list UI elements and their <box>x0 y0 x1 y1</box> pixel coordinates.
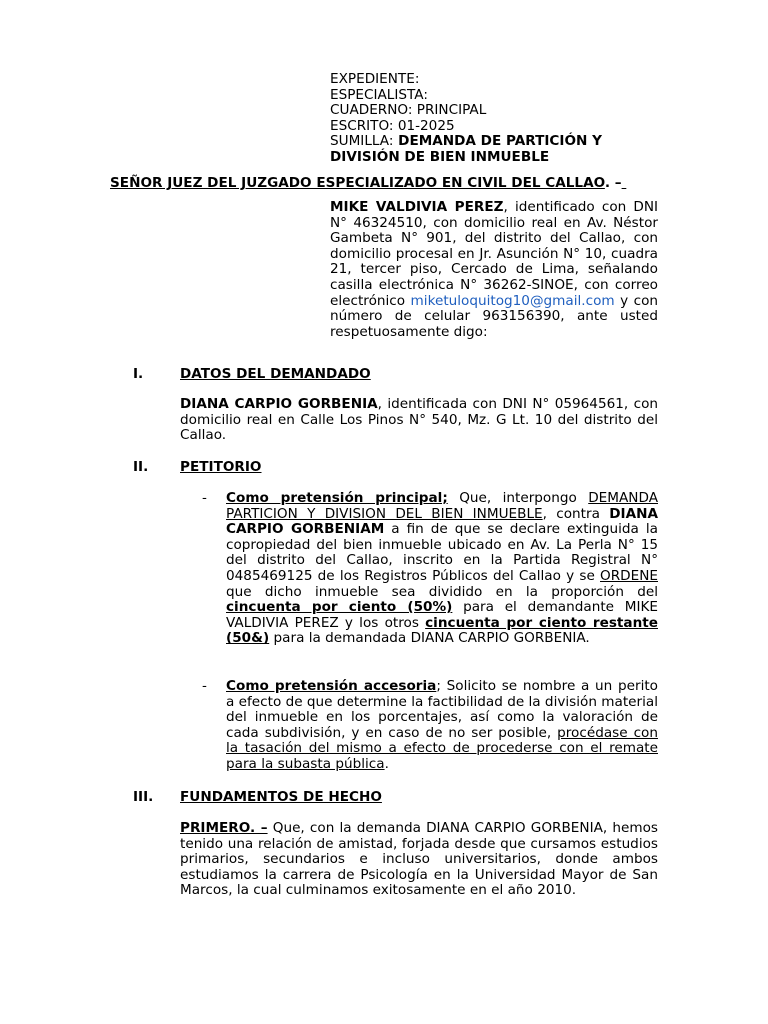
defendant-name: DIANA CARPIO GORBENIA <box>180 396 378 412</box>
cuaderno-label: CUADERNO: PRINCIPAL <box>330 102 487 119</box>
section-1-heading <box>133 367 143 383</box>
intro-paragraph: MIKE VALDIVIA PEREZ, identificado con DNI N° 46324510, con domicilio real en Av. Néstor Gambeta N° 901, del distrito del Callao, con domicilio procesal en Jr. Asunción N° 10, cuadra 21, tercer piso, Cercado de Lima, señalando casilla electrónica N° 36262-SINOE, con correo electrónico miketuloquitog10@gmail.com y con número de celular 963156390, ante usted respetuosamente digo: <box>330 199 658 340</box>
section-1-title: DATOS DEL DEMANDADO <box>180 366 371 382</box>
accesoria-label: Como pretensión accesoria <box>226 678 437 694</box>
petitorio-item-principal: Como pretensión principal; Que, interpongo DEMANDA PARTICION Y DIVISION DEL BIEN INMUEBLE, contra DIANA CARPIO GORBENIAM a fin de que se declare extinguida la copropiedad del bien inmueble ubicado en Av. La Perla N° 15 del distrito del Callao, inscrito en la Partida Registral N° 0485469125 de los Registros Públicos del Callao y se ORDENE que dicho inmueble sea dividido en la proporción del cincuenta por ciento (50%) para el demandante MIKE VALDIVIA PEREZ y los otros cincuenta por ciento restante (50&) para la demandada DIANA CARPIO GORBENIA. <box>226 490 659 647</box>
section-number: III. <box>133 789 154 805</box>
email-link[interactable]: miketuloquitog10@gmail.com <box>410 292 615 309</box>
bullet-dash: - <box>202 678 207 694</box>
defendant-paragraph: DIANA CARPIO GORBENIA, identificada con DNI N° 05964561, con domicilio real en Calle Los Pinos N° 540, Mz. G Lt. 10 del distrito del Callao. <box>180 396 658 444</box>
section-number: II. <box>133 459 149 475</box>
primero-paragraph: PRIMERO. – Que, con la demanda DIANA CARPIO GORBENIA, hemos tenido una relación de amistad, forjada desde que cursamos estudios primarios, secundarios e incluso universitarios, donde ambos estudiamos la carrera de Psicología en la Universidad Mayor de San Marcos, la cual culminamos exitosamente en el año 2010. <box>180 820 658 899</box>
section-number: I. <box>133 366 144 382</box>
especialista-label: ESPECIALISTA: <box>330 86 428 103</box>
section-3-title: FUNDAMENTOS DE HECHO <box>180 789 382 805</box>
escrito-label: ESCRITO: 01-2025 <box>330 117 455 134</box>
case-header <box>330 72 660 166</box>
section-2-title: PETITORIO <box>180 459 262 475</box>
section-3-heading <box>133 790 153 806</box>
sumilla-line <box>330 134 660 150</box>
expediente-label: EXPEDIENTE: <box>330 71 420 87</box>
plaintiff-name: MIKE VALDIVIA PEREZ <box>330 199 504 215</box>
principal-label: Como pretensión principal; <box>226 490 448 506</box>
petitorio-item-accesoria: Como pretensión accesoria; Solicito se nombre a un perito a efecto de que determine la factibilidad de la división material del inmueble en los porcentajes, así como la valoración de cada subdivisión, y en caso de no ser posible, procédase con la tasación del mismo a efecto de procederse con el remate para la subasta pública. <box>226 678 659 772</box>
section-2-heading <box>133 460 148 476</box>
sumilla-text-continued: DIVISIÓN DE BIEN INMUEBLE <box>330 148 550 165</box>
sumilla-label: SUMILLA: <box>330 133 394 150</box>
judge-suffix: . – <box>604 175 622 191</box>
primero-label: PRIMERO. – <box>180 820 268 836</box>
judge-title: SEÑOR JUEZ DEL JUZGADO ESPECIALIZADO EN CIVIL DEL CALLAO <box>110 175 605 191</box>
bullet-dash: - <box>202 490 207 506</box>
sumilla-text: DEMANDA DE PARTICIÓN Y <box>393 133 602 150</box>
judge-address <box>110 176 626 192</box>
